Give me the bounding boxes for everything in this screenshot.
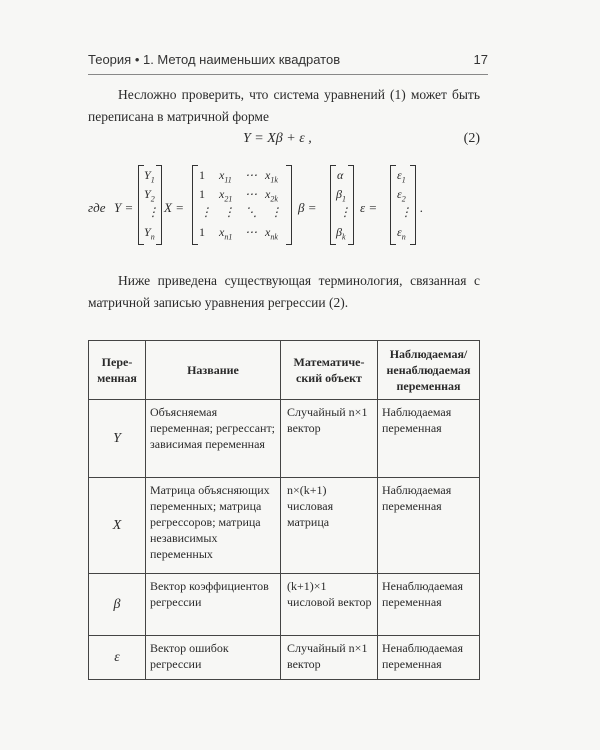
- row-object: n×(k+1) числовая матрица: [281, 478, 378, 574]
- row-observable: Наблюдаемая переменная: [378, 400, 480, 478]
- row-object: Случайный n×1 вектор: [281, 636, 378, 680]
- header-name: Название: [146, 341, 281, 400]
- row-name: Объясняемая переменная; регрессант; зависимая переменная: [146, 400, 281, 478]
- eps-vector: $\varepsilon_1$ $\varepsilon_2$ ⋮ $\varepsilon_n$: [390, 165, 416, 245]
- table-row: [89, 574, 480, 636]
- y-label: Y =: [114, 200, 134, 215]
- header-observable: Наблюдаемая/ ненаблюдаемая переменная: [378, 341, 480, 400]
- table-row: [89, 400, 480, 478]
- running-header: [88, 52, 488, 67]
- row-variable: ε: [89, 636, 146, 680]
- row-variable: β: [89, 574, 146, 636]
- row-variable: Y: [89, 400, 146, 478]
- y-vector: $Y_1$ $Y_2$ ⋮ $Y_n$: [138, 165, 162, 245]
- equation-body: Y = Xβ + ε ,: [243, 131, 312, 146]
- row-observable: Ненаблюдаемая переменная: [378, 636, 480, 680]
- table-header-row: [89, 341, 480, 400]
- row-object: Случайный n×1 вектор: [281, 400, 378, 478]
- row-name: Вектор коэффициентов регрессии: [146, 574, 281, 636]
- row-observable: Ненаблюдаемая переменная: [378, 574, 480, 636]
- matrix-definitions: [88, 165, 480, 250]
- table-row: [89, 478, 480, 574]
- equation-number: (2): [463, 131, 480, 146]
- header-rule: [88, 74, 488, 75]
- row-variable: X: [89, 478, 146, 574]
- end-period: .: [420, 200, 424, 215]
- beta-label: β =: [298, 200, 317, 215]
- row-object: (k+1)×1 числовой вектор: [281, 574, 378, 636]
- header-variable: Пере-менная: [89, 341, 146, 400]
- row-name: Матрица объясняющих переменных; матрица регрессоров; матрица независимых переменных: [146, 478, 281, 574]
- where-word: где: [88, 200, 106, 215]
- header-math-object: Математиче-ский объект: [281, 341, 378, 400]
- table-row: [89, 636, 480, 680]
- eps-label: ε =: [360, 200, 378, 215]
- paragraph-terminology: Ниже приведена существующая терминология, связанная с матричной записью уравнения регрессии (2).: [88, 273, 480, 310]
- terminology-table: [88, 340, 480, 680]
- paragraph-intro: Несложно проверить, что система уравнений (1) может быть переписана в матричной форме: [88, 87, 480, 124]
- row-name: Вектор ошибок регрессии: [146, 636, 281, 680]
- row-observable: Наблюдаемая переменная: [378, 478, 480, 574]
- header-title: Теория • 1. Метод наименьших квадратов: [88, 52, 341, 67]
- x-matrix: 1 $x_{11}$ ⋯ $x_{1k}$ 1 $x_{21}$ ⋯ $x_{2k}$ ⋮ ⋮ ⋱ ⋮ 1 $x_{n1}$ ⋯ $x_{nk}$: [192, 165, 292, 245]
- beta-vector: α $\beta_1$ ⋮ $\beta_k$: [330, 165, 354, 245]
- page-number: 17: [473, 52, 488, 67]
- x-label: X =: [164, 200, 184, 215]
